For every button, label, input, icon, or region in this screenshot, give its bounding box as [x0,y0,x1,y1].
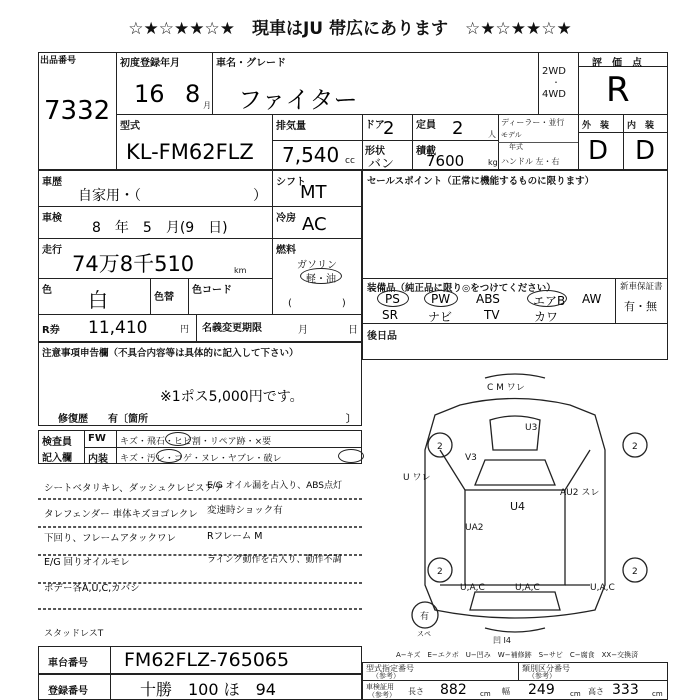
doors-label: ドア [365,120,385,131]
yen-unit: 円 [180,325,190,335]
diag-u4: U4 [510,500,526,513]
diag-uac-3: U,A,C [590,583,615,593]
remark-left-3: 下回り、フレームアタックワレ [44,533,176,544]
warranty-label: 新車保証書 [620,282,663,292]
studless-label: スタッドレスT [44,629,104,639]
diag-v3: V3 [465,453,477,463]
drive-2wd: 2WD [542,66,566,77]
fuel-label: 燃料 [276,245,296,256]
color-swap-label: 色替 [154,292,174,303]
car-name-label: 車名・グレード [216,58,286,69]
notes-label: 注意事項申告欄（不具合内容等は具体的に記入して下さい） [42,348,299,359]
lot-label: 出品番号 [40,56,77,66]
int-circle-2 [338,449,364,463]
diag-uac-2: U,A,C [515,583,540,593]
height-unit: cm [652,690,663,698]
remark-right-1: E/G オイル漏を占入り、ABS点灯 [207,481,342,491]
chassis-label: 車台番号 [48,658,88,669]
first-reg-month: 8 [185,80,201,108]
name-change-day: 日 [348,325,358,336]
length-value: 882 [440,682,467,698]
equip-navi: ナビ [428,310,453,324]
dealer-import: ディーラー・並行 [501,118,565,127]
model-no-label: 型式指定番号 [366,664,414,673]
spare-value: 有 [420,612,430,622]
entry-label: 記入欄 [42,453,72,464]
repair-close: 〕 [346,414,356,425]
plate-number: 十勝 100 ほ 94 [140,680,276,699]
capacity-value: 2 [452,118,464,139]
interior-label: 内 装 [627,121,655,131]
exterior-label: 外 装 [582,121,610,131]
sales-frame [362,170,668,360]
check-int-items: キズ・汚レ・コゲ・ヌレ・ヤブレ・破レ [120,454,282,464]
remark-left-4: E/G 回りオイルモレ [44,557,130,568]
diag-au2: AU2 スレ [560,488,600,498]
name-change-label: 名義変更期限 [202,323,262,334]
drive-4wd: 4WD [542,89,566,100]
capacity-label: 定員 [416,120,436,131]
shape-value: バン [368,157,395,172]
mileage-value: 74万8千510 [72,252,195,276]
displacement-label: 排気量 [276,121,306,132]
usage-value: 自家用・（ ） [78,188,267,204]
first-reg-year: 16 [134,80,165,108]
model-year-label-2: 年式 [509,143,523,151]
diag-ua2: UA2 [465,523,484,533]
shape-label: 形状 [365,146,385,157]
rear-items-label: 後日品 [367,331,397,342]
recycle-value: 11,410 [88,318,148,338]
length-unit: cm [480,690,491,698]
shift-value: MT [300,182,327,203]
equip-pw: PW [431,292,451,306]
model-label: 型式 [120,121,140,132]
handle-side: ハンドル 左・右 [501,157,560,166]
notes-text: ※1ポス5,000円です。 [160,389,304,405]
rating-label: 評 価 点 [592,58,642,69]
remark-right-3: Rフレーム M [207,531,263,542]
equip-leather: カワ [534,310,559,324]
mileage-label: 走行 [42,245,62,256]
remark-left-1: シートベタリキレ、ダッシュクレビスアナ [44,483,224,494]
width-unit: cm [570,690,581,698]
tire-fr: 2 [632,442,638,452]
remark-right-4: ライング動作を占入り、動作不調 [207,555,342,565]
fuel-other: ( ) [288,298,346,309]
diag-bottom: 凹 I4 [493,636,511,645]
ac-value: AC [302,214,327,235]
class-no-label: 類別区分番号 [522,664,570,673]
fuel-diesel: 軽・油 [306,274,336,285]
damage-diagram [365,360,668,650]
equip-sr: SR [382,308,398,322]
check-fw-items: キズ・飛石・ヒビ割・リペア跡・×要 [120,437,272,447]
banner: ☆★☆★★☆★ 現車はJU 帯広にあります ☆★☆★★☆★ [128,19,572,39]
model-no-sub: （参考） [372,672,400,680]
inspection-label: 車検 [42,213,62,224]
equip-ps-circle [377,290,409,307]
legend: A−キズ E−エクボ U−凹み W−補修跡 S−サビ C−腐食 XX−交換済 [396,651,639,659]
repair-history: 修復歴 有〔箇所 [58,414,148,425]
fw-circle-1 [165,432,191,446]
car-name: ファイター [238,86,358,114]
drive-dot: ・ [552,78,560,87]
reg-label: 車検証用 [366,683,394,691]
remark-right-2: 変速時ショック有 [207,505,283,516]
remark-left-2: タレフェンダー 車体キズヨゴレクレ [44,509,198,520]
plate-label: 登録番号 [48,686,88,697]
fuel-gasoline: ガソリン [297,260,337,271]
model-value: KL-FM62FLZ [126,140,254,164]
cc-unit: cc [345,156,355,166]
load-label: 積載 [416,146,436,157]
exterior-grade: D [588,136,609,166]
equip-tv: TV [484,308,500,322]
equip-airbag: エアB [533,294,566,308]
tire-rr: 2 [632,567,638,577]
interior-grade: D [635,136,656,166]
equip-airbag-circle [527,290,567,307]
recycle-label: R券 [42,325,60,336]
month-unit: 月 [203,101,211,110]
height-value: 333 [612,682,639,698]
load-unit: kg [488,158,498,167]
width-value: 249 [528,682,555,698]
check-fw-head: FW [88,433,106,444]
int-circle-1 [156,449,182,463]
load-value: 7600 [426,152,465,170]
ac-label: 冷房 [276,213,296,224]
diag-u3: U3 [525,423,538,433]
color-label: 色 [42,285,52,296]
check-int-head: 内装 [88,454,108,465]
name-change-month: 月 [298,325,308,336]
warranty-value: 有・無 [624,300,657,313]
displacement-value: 7,540 [282,143,340,167]
equip-pw-circle [424,290,458,307]
tire-fl: 2 [437,442,443,452]
lot-number: 7332 [44,96,111,126]
equip-abs: ABS [476,292,500,306]
sales-point-label: セールスポイント（正常に機能するものに限ります） [367,176,595,187]
inspector-label: 検査員 [42,437,72,448]
length-label: 長さ [408,687,424,696]
shift-label: シフト [276,177,306,188]
chassis-number: FM62FLZ-765065 [124,649,290,671]
class-no-sub: （参考） [528,672,556,680]
first-reg-label: 初度登録年月 [120,58,180,69]
spare-label: スペ [417,630,431,638]
equip-aw: AW [582,292,602,306]
rating-value: R [606,70,630,110]
equip-ps: PS [385,292,400,306]
height-label: 高さ [588,687,604,696]
color-value: 白 [88,288,108,312]
remark-left-5: ボデー各A,U,C,カバシ [44,583,140,594]
reg-sub: （参考） [368,691,396,699]
equipment-label: 装備品（純正品に限り◎をつけてください） [367,283,556,294]
tire-rl: 2 [437,567,443,577]
diag-uac-1: U,A,C [460,583,485,593]
model-year-label: モデル [501,131,522,139]
diag-uwre: U ワレ [403,473,431,483]
capacity-unit: 人 [488,130,496,139]
diag-top: C M ワレ [487,383,525,393]
doors-value: 2 [383,118,395,139]
usage-label: 車歴 [42,177,62,188]
width-label: 幅 [502,687,510,696]
inspection-value: 8 年 5 月(9 日) [92,220,228,236]
color-code-label: 色コード [192,285,232,296]
km-unit: km [234,266,247,275]
